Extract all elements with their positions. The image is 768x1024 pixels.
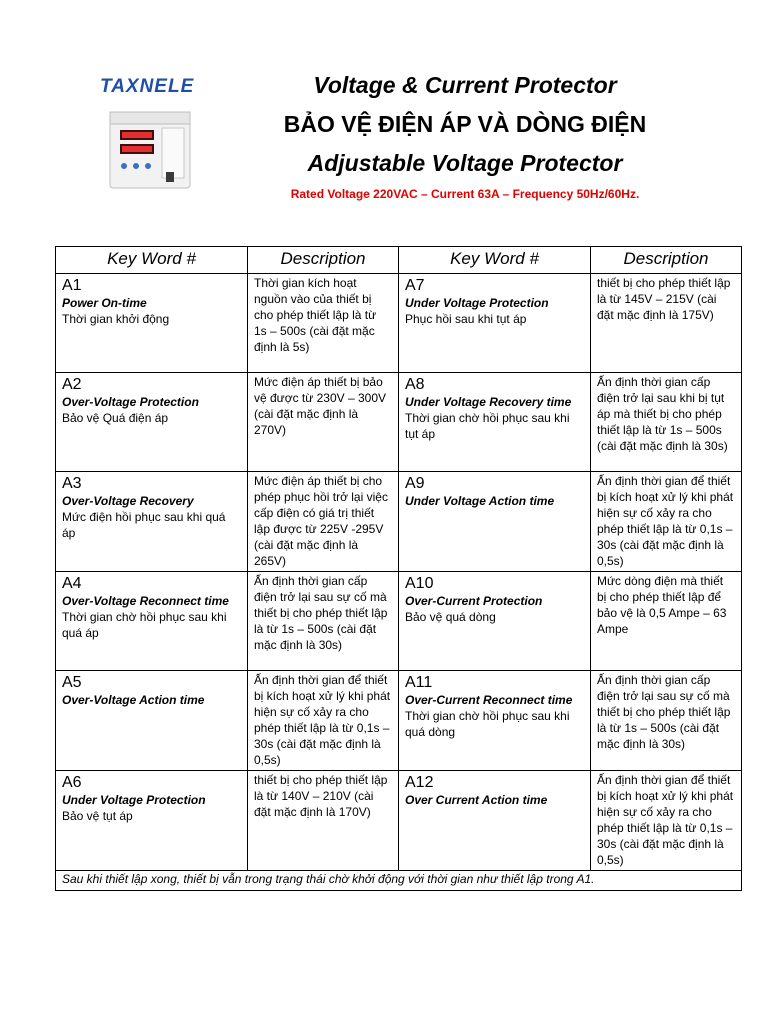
keyword-vn: Bảo vệ Quá điện áp [62, 411, 169, 425]
description-text: Thời gian kích hoạt nguồn vào của thiết bị cho phép thiết lập là từ 1s – 500s (cài đặt mặc định là 5s) [254, 276, 377, 354]
keyword-name: Under Voltage Protection [62, 793, 206, 807]
keyword-table [55, 246, 742, 891]
description-text: thiết bị cho phép thiết lập là từ 145V – 215V (cài đặt mặc định là 175V) [597, 276, 731, 322]
description-text: Mức dòng điện mà thiết bị cho phép thiết lập để bảo vệ là 0,5 Ampe – 63 Ampe [597, 574, 727, 636]
description-cell [591, 373, 742, 472]
table-row [56, 572, 742, 671]
description-text: Ấn định thời gian để thiết bị kích hoạt xử lý khi phát hiện sự cố xảy ra cho phép thiết lập là từ 0,1s – 30s (cài đặt mặc định là 0,5s) [597, 773, 734, 867]
keyword-code: A2 [62, 376, 82, 393]
keyword-name: Over-Current Protection [405, 594, 543, 608]
keyword-cell [399, 274, 591, 373]
keyword-name: Over-Voltage Reconnect time [62, 594, 229, 608]
keyword-cell [56, 572, 248, 671]
rated-spec: Rated Voltage 220VAC – Current 63A – Frequency 50Hz/60Hz. [290, 187, 640, 201]
keyword-code: A1 [62, 277, 82, 294]
description-cell [248, 572, 399, 671]
keyword-cell [399, 373, 591, 472]
table-header-row [56, 247, 742, 274]
description-text: Ấn định thời gian để thiết bị kích hoạt xử lý khi phát hiện sự cố xảy ra cho phép thiết lập là từ 0,1s – 30s (cài đặt mặc định là 0,5s) [597, 474, 734, 568]
description-cell [248, 771, 399, 871]
description-cell [591, 472, 742, 572]
title-vn: BẢO VỆ ĐIỆN ÁP VÀ DÒNG ĐIỆN [283, 111, 647, 137]
keyword-code: A9 [405, 475, 425, 492]
keyword-name: Under Voltage Protection [405, 296, 549, 310]
keyword-cell [399, 472, 591, 572]
keyword-code: A6 [62, 774, 82, 791]
description-cell [248, 373, 399, 472]
description-cell [591, 274, 742, 373]
keyword-cell [56, 671, 248, 771]
header-description: Description [591, 247, 742, 274]
description-text: Mức điện áp thiết bị cho phép phục hồi trở lại việc cấp điện có giá trị thiết lập được từ 225V -295V (cài đặt mặc định là 265V) [254, 474, 388, 568]
table-row [56, 472, 742, 572]
description-text: thiết bị cho phép thiết lập là từ 140V – 210V (cài đặt mặc định là 170V) [254, 773, 388, 819]
description-cell [248, 472, 399, 572]
description-text: Mức điện áp thiết bị bảo vệ được từ 230V – 300V (cài đặt mặc định là 270V) [254, 375, 387, 437]
keyword-name: Power On-time [62, 296, 147, 310]
keyword-code: A12 [405, 774, 434, 791]
brand-logo: TAXNELE [100, 76, 195, 97]
title-block [230, 70, 700, 201]
description-text: Ấn định thời gian cấp điện trở lại sau sự cố mà thiết bị cho phép thiết lập là từ 1s – 500s (cài đặt mặc định là 30s) [254, 574, 388, 652]
table-row [56, 373, 742, 472]
keyword-code: A3 [62, 475, 82, 492]
keyword-name: Over-Voltage Protection [62, 395, 199, 409]
keyword-name: Under Voltage Action time [405, 494, 555, 508]
header-keyword: Key Word # [56, 247, 248, 274]
table-footer-row [56, 871, 742, 891]
header-description: Description [248, 247, 399, 274]
keyword-vn: Thời gian chờ hồi phục sau khi quá dòng [405, 709, 570, 739]
keyword-name: Over-Voltage Recovery [62, 494, 194, 508]
keyword-vn: Thời gian chờ hồi phục sau khi quá áp [62, 610, 227, 640]
description-text: Ấn định thời gian cấp điện trở lại sau khi bị tụt áp mà thiết bị cho phép thiết lập là từ 1s – 500s (cài đặt mặc định là 30s) [597, 375, 728, 453]
keyword-name: Over-Voltage Action time [62, 693, 205, 707]
header-keyword: Key Word # [399, 247, 591, 274]
description-cell [248, 671, 399, 771]
keyword-cell [56, 472, 248, 572]
title-en: Voltage & Current Protector [313, 72, 617, 98]
keyword-cell [56, 373, 248, 472]
description-cell [591, 671, 742, 771]
keyword-code: A4 [62, 575, 82, 592]
keyword-vn: Mức điện hồi phục sau khi quá áp [62, 510, 226, 540]
subtitle: Adjustable Voltage Protector [307, 150, 623, 176]
keyword-code: A5 [62, 674, 82, 691]
keyword-name: Over Current Action time [405, 793, 548, 807]
table-row [56, 671, 742, 771]
keyword-code: A7 [405, 277, 425, 294]
device-image [96, 108, 206, 192]
keyword-vn: Bảo vệ quá dòng [405, 610, 496, 624]
keyword-cell [56, 274, 248, 373]
description-cell [591, 771, 742, 871]
keyword-cell [56, 771, 248, 871]
keyword-cell [399, 671, 591, 771]
keyword-vn: Phục hồi sau khi tụt áp [405, 312, 527, 326]
keyword-cell [399, 771, 591, 871]
table-row [56, 771, 742, 871]
keyword-code: A8 [405, 376, 425, 393]
keyword-name: Under Voltage Recovery time [405, 395, 572, 409]
keyword-name: Over-Current Reconnect time [405, 693, 573, 707]
footer-note: Sau khi thiết lập xong, thiết bị vẫn trong trạng thái chờ khởi động với thời gian như thiết lập trong A1. [56, 871, 742, 891]
description-cell [248, 274, 399, 373]
description-text: Ấn định thời gian cấp điện trở lại sau sự cố mà thiết bị cho phép thiết lập là từ 1s – 500s (cài đặt mặc định là 30s) [597, 673, 731, 751]
keyword-code: A10 [405, 575, 434, 592]
description-cell [591, 572, 742, 671]
table-row [56, 274, 742, 373]
keyword-vn: Thời gian khởi động [62, 312, 170, 326]
keyword-vn: Bảo vệ tụt áp [62, 809, 133, 823]
description-text: Ấn định thời gian để thiết bị kích hoạt xử lý khi phát hiện sự cố xảy ra cho phép thiết lập là từ 0,1s – 30s (cài đặt mặc định là 0,5s) [254, 673, 391, 767]
keyword-code: A11 [405, 674, 433, 691]
keyword-vn: Thời gian chờ hồi phục sau khi tụt áp [405, 411, 570, 441]
keyword-cell [399, 572, 591, 671]
